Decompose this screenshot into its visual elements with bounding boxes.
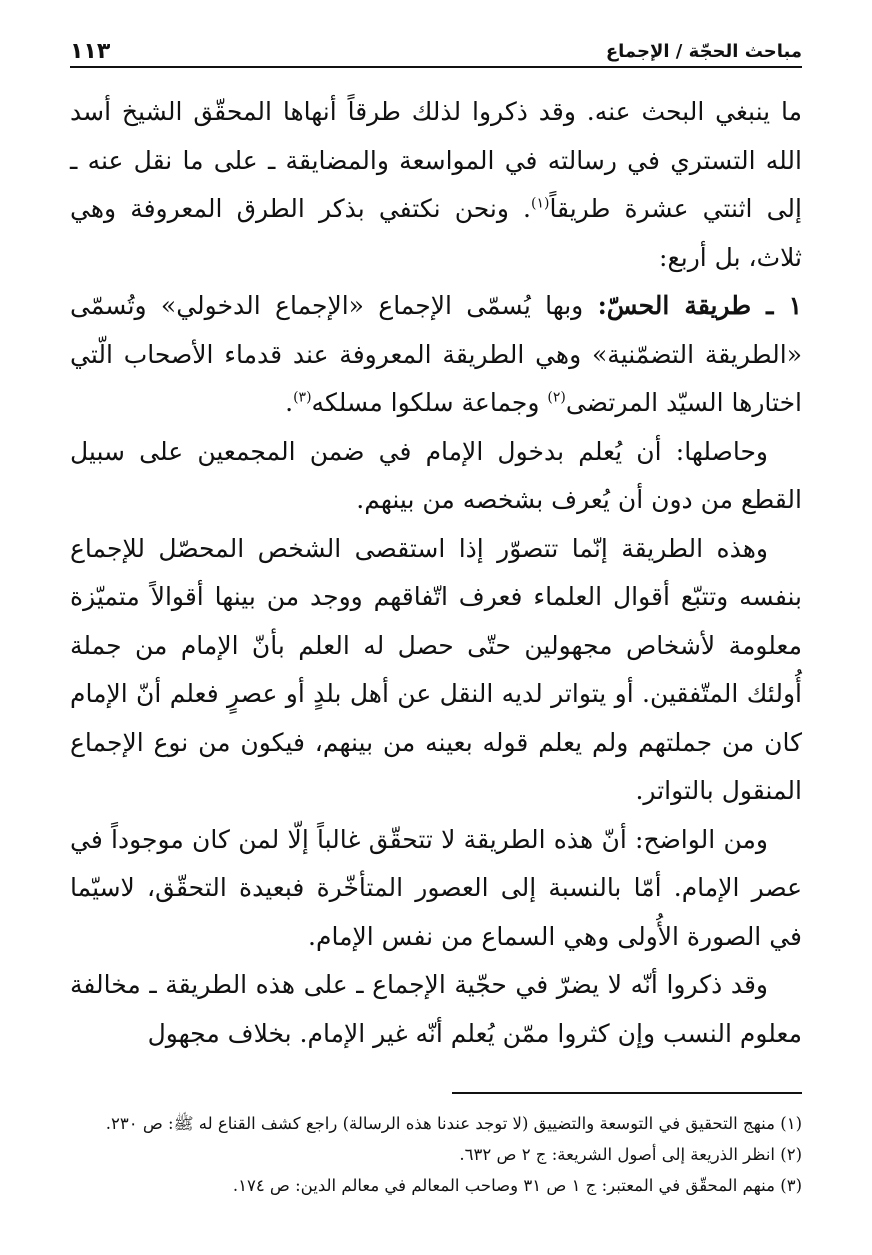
footnote-1: (١) منهج التحقيق في التوسعة والتضييق (لا توجد عندنا هذه الرسالة) راجع كشف القناع له ﷺ: ص ٢٣٠. [105, 1114, 802, 1133]
paragraph-text: ما ينبغي البحث عنه. وقد ذكروا لذلك طرقاً أنهاها المحقّق الشيخ أسد الله التستري في رسالته في المواسعة والمضايقة ـ على ما نقل عنه ـ إلى اثنتي عشرة طريقاً [70, 97, 802, 223]
running-header [70, 30, 802, 68]
paragraph-text-2: وجماعة سلكوا مسلكه [311, 388, 548, 417]
footnote-ref-3: (٣) [293, 389, 312, 406]
footnote-ref-2: (٢) [547, 389, 566, 406]
book-page [70, 30, 802, 1201]
paragraph-2 [70, 282, 802, 428]
footnote-ref-1: (١) [530, 195, 550, 212]
section-lead: ١ ـ طريقة الحسّ: [597, 291, 803, 320]
footnote-3: (٣) منهم المحقّق في المعتبر: ج ١ ص ٣١ وصاحب المعالم في معالم الدين: ص ١٧٤. [232, 1176, 802, 1195]
footnotes [70, 1108, 802, 1201]
paragraph-text-tail: . [285, 388, 294, 417]
main-text [70, 88, 802, 1058]
header-title: مباحث الحجّة / الإجماع [605, 41, 802, 62]
paragraph-4: وهذه الطريقة إنّما تتصوّر إذا استقصى الشخص المحصّل للإجماع بنفسه وتتبّع أقوال العلماء فعرف اتّفاقهم ووجد من بينها أقوالاً متميّزة معلومة لأشخاص مجهولين حتّى حصل له العلم بأنّ الإمام من جملة أُولئك المتّفقين. أو يتواتر لديه النقل عن أهل بلدٍ أو عصرٍ فعلم أنّ الإمام كان من جملتهم ولم يعلم قوله بعينه من بينهم، فيكون من نوع الإجماع المنقول بالتواتر. [70, 533, 803, 805]
page-number: ١١٣ [70, 39, 111, 64]
paragraph-text-tail: . ونحن نكتفي بذكر الطرق المعروفة وهي ثلاث، بل أربع: [70, 194, 802, 272]
footnote-divider [452, 1092, 802, 1094]
paragraph-6: وقد ذكروا أنّه لا يضرّ في حجّية الإجماع ـ على هذه الطريقة ـ مخالفة معلوم النسب وإن كثروا ممّن يُعلم أنّه غير الإمام. بخلاف مجهول [70, 970, 802, 1048]
paragraph-3: وحاصلها: أن يُعلم بدخول الإمام في ضمن المجمعين على سبيل القطع من دون أن يُعرف بشخصه من بينهم. [70, 436, 802, 514]
footnote-2: (٢) انظر الذريعة إلى أصول الشريعة: ج ٢ ص ٦٣٢. [459, 1145, 802, 1164]
paragraph-1 [70, 88, 802, 282]
paragraph-text: وبها يُسمّى الإجماع «الإجماع الدخولي» وتُسمّى «الطريقة التضمّنية» وهي الطريقة المعروفة عند قدماء الأصحاب الّتي اختارها السيّد المرتضى [70, 291, 802, 417]
paragraph-5: ومن الواضح: أنّ هذه الطريقة لا تتحقّق غالباً إلّا لمن كان موجوداً في عصر الإمام. أمّا بالنسبة إلى العصور المتأخّرة فبعيدة التحقّق، لاسيّما في الصورة الأُولى وهي السماع من نفس الإمام. [70, 824, 802, 951]
